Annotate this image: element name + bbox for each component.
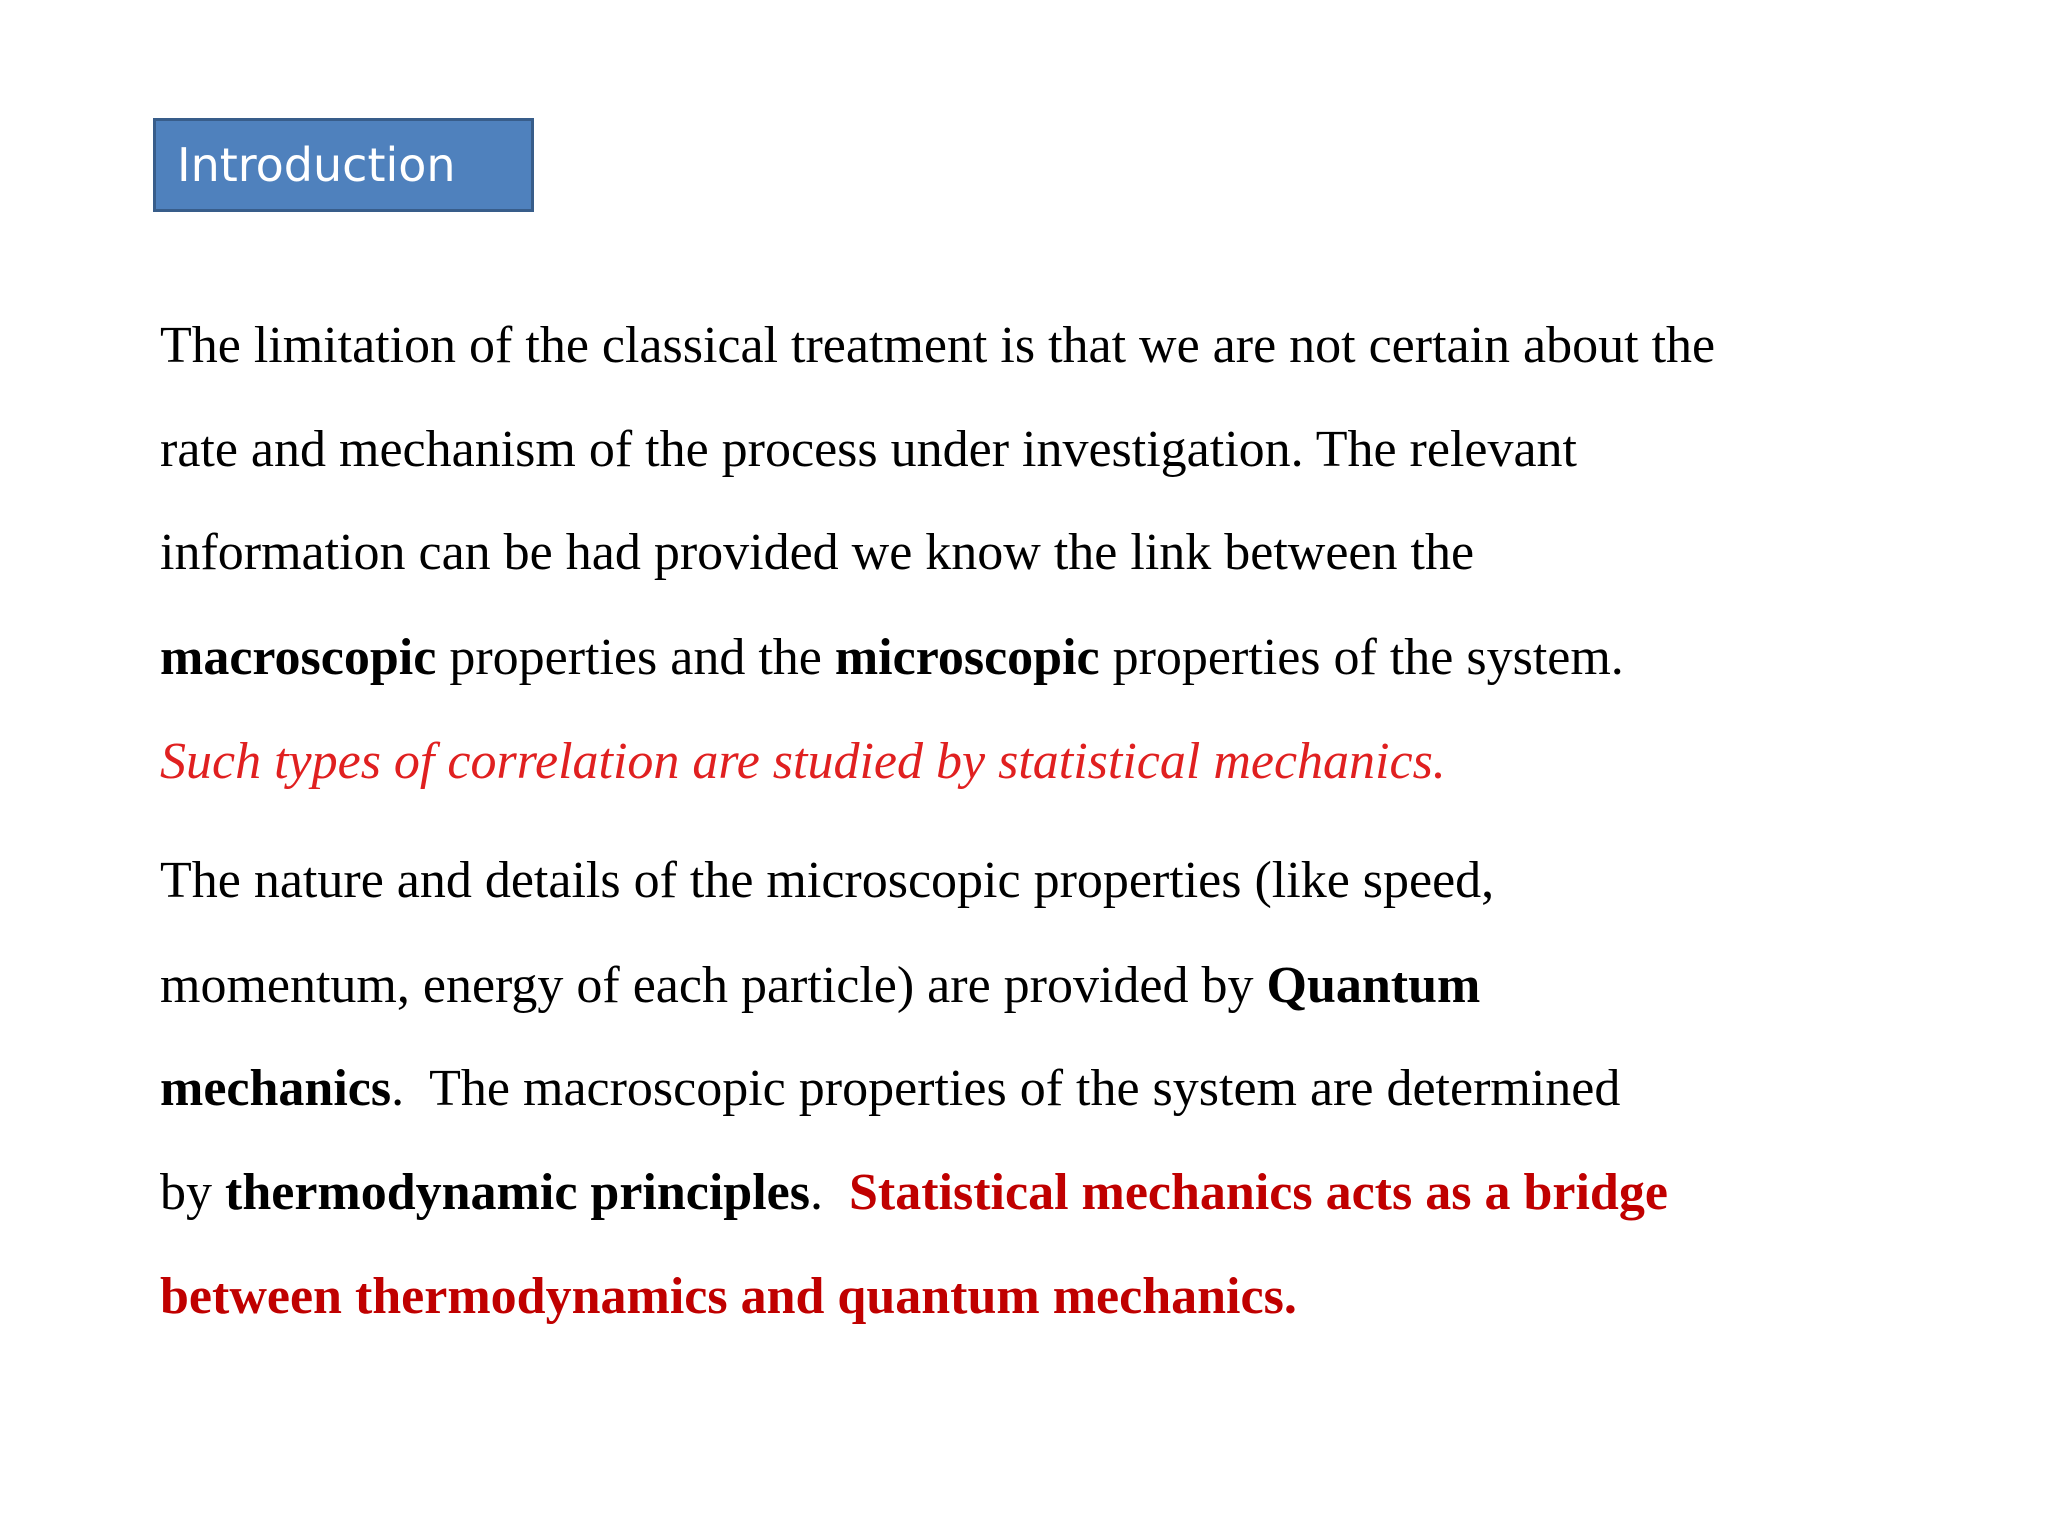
slide-title: Introduction (177, 138, 456, 192)
paragraph2-line2 (160, 957, 1481, 1014)
term-microscopic: microscopic (834, 629, 1100, 686)
title-box (153, 118, 534, 212)
term-mechanics: mechanics (160, 1060, 392, 1117)
line4-text1: properties and the (436, 629, 835, 686)
paragraph1-highlight: Such types of correlation are studied by statistical mechanics. (160, 733, 1446, 790)
paragraph2-line3 (160, 1060, 1621, 1117)
term-macroscopic: macroscopic (160, 629, 437, 686)
bridge-statement-part2: between thermodynamics and quantum mechanics. (160, 1268, 1297, 1325)
bridge-statement-part1: Statistical mechanics acts as a bridge (848, 1164, 1668, 1221)
p2-line3-text: . The macroscopic properties of the system are determined (391, 1060, 1621, 1117)
p2-line2-text: momentum, energy of each particle) are provided by (160, 957, 1267, 1014)
paragraph1-line1: The limitation of the classical treatment is that we are not certain about the (160, 317, 1716, 374)
paragraph2-line1: The nature and details of the microscopic properties (like speed, (160, 852, 1495, 909)
paragraph1-line3: information can be had provided we know the link between the (160, 524, 1475, 581)
p2-line4-text1: by (160, 1164, 225, 1221)
term-quantum: Quantum (1266, 957, 1481, 1014)
line4-text2: properties of the system. (1099, 629, 1624, 686)
paragraph1-line2: rate and mechanism of the process under investigation. The relevant (160, 421, 1577, 478)
term-thermodynamic-principles: thermodynamic principles (225, 1164, 810, 1221)
paragraph2-line4 (160, 1164, 1668, 1221)
p2-line4-text2: . (809, 1164, 849, 1221)
paragraph1-line4 (160, 629, 1624, 686)
